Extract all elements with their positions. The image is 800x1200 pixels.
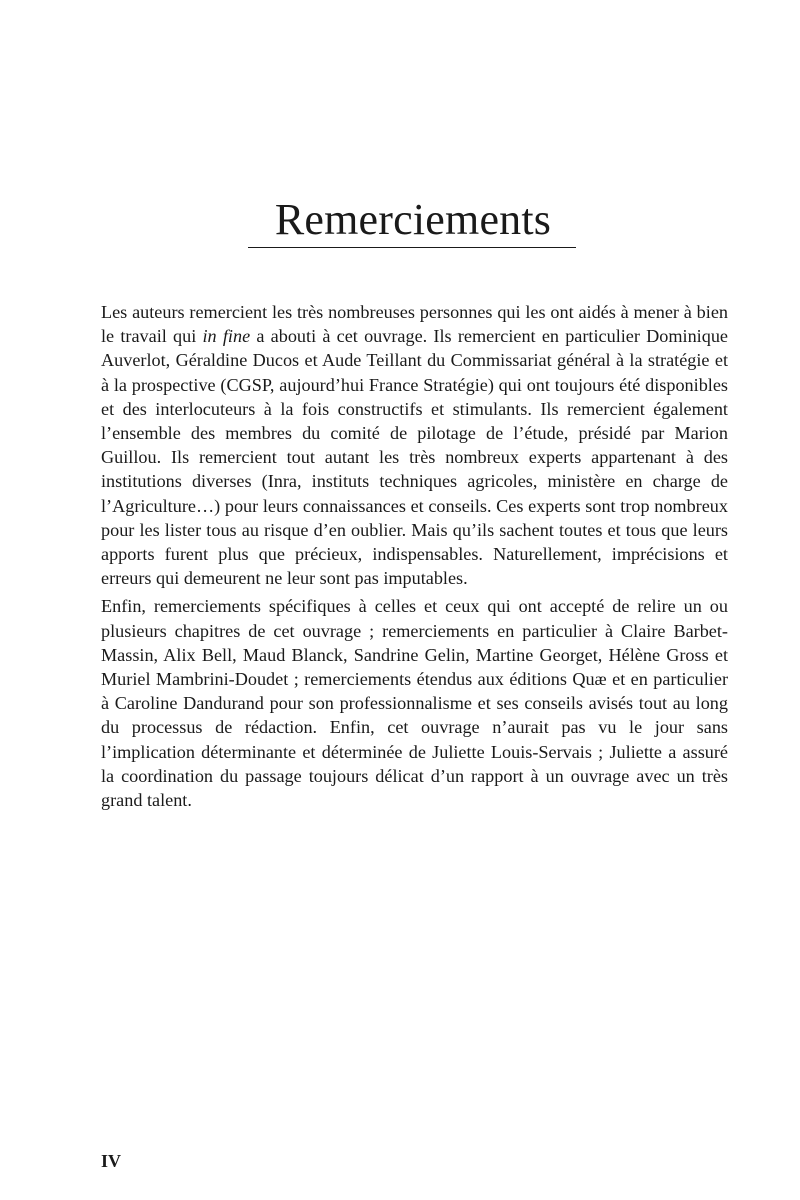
paragraph-1-text-end: a abouti à cet ouvrage. Ils remercient en particulier Dominique Auverlot, Géraldine Ducos et Aude Teillant du Commissariat général à la stratégie et à la prospective (CGSP, aujourd’hui France Stratégie) qui ont toujours été disponibles et des interlocuteurs à la fois constructifs et stimulants. Ils remercient également l’ensemble des membres du comité de pilotage de l’étude, présidé par Marion Guillou. Ils remercient tout autant les très nombreux experts appartenant à des institutions diverses (Inra, instituts techniques agricoles, ministère en charge de l’Agriculture…) pour leurs connaissances et conseils. Ces experts sont trop nombreux pour les lister tous au risque d’en oublier. Mais qu’ils sachent toutes et tous que leurs apports furent plus que précieux, indispensables. Naturellement, imprécisions et erreurs qui demeurent ne leur sont pas imputables. <box>101 326 728 589</box>
title-underline <box>248 247 576 248</box>
paragraph-1-text-start: Les auteurs remercient les très nombreuses personnes qui les ont aidés à mener à bien le travail qui <box>101 302 728 347</box>
paragraph-specific-thanks: Enfin, remerciements spécifiques à celles et ceux qui ont accepté de relire un ou plusieurs chapitres de cet ouvrage ; remerciements en particulier à Claire Barbet-Massin, Alix Bell, Maud Blanck, Sandrine Gelin, Martine Georget, Hélène Gross et Muriel Mambrini-Doudet ; remerciements étendus aux éditions Quæ et en particulier à Caroline Dandurand pour son professionnalisme et ses conseils avisés tout au long du processus de rédaction. Enfin, cet ouvrage n’aurait pas vu le jour sans l’implication déterminante et déterminée de Juliette Louis-Servais ; Juliette a assuré la coordination du passage toujours délicat d’un rapport à un ouvrage avec un très grand talent. <box>101 596 728 811</box>
acknowledgements-body <box>101 300 728 816</box>
page-title: Remerciements <box>274 195 552 244</box>
italic-in-fine: in fine <box>202 326 251 347</box>
paragraph-authors-thanks <box>101 300 728 590</box>
page-number: IV <box>101 1151 122 1171</box>
